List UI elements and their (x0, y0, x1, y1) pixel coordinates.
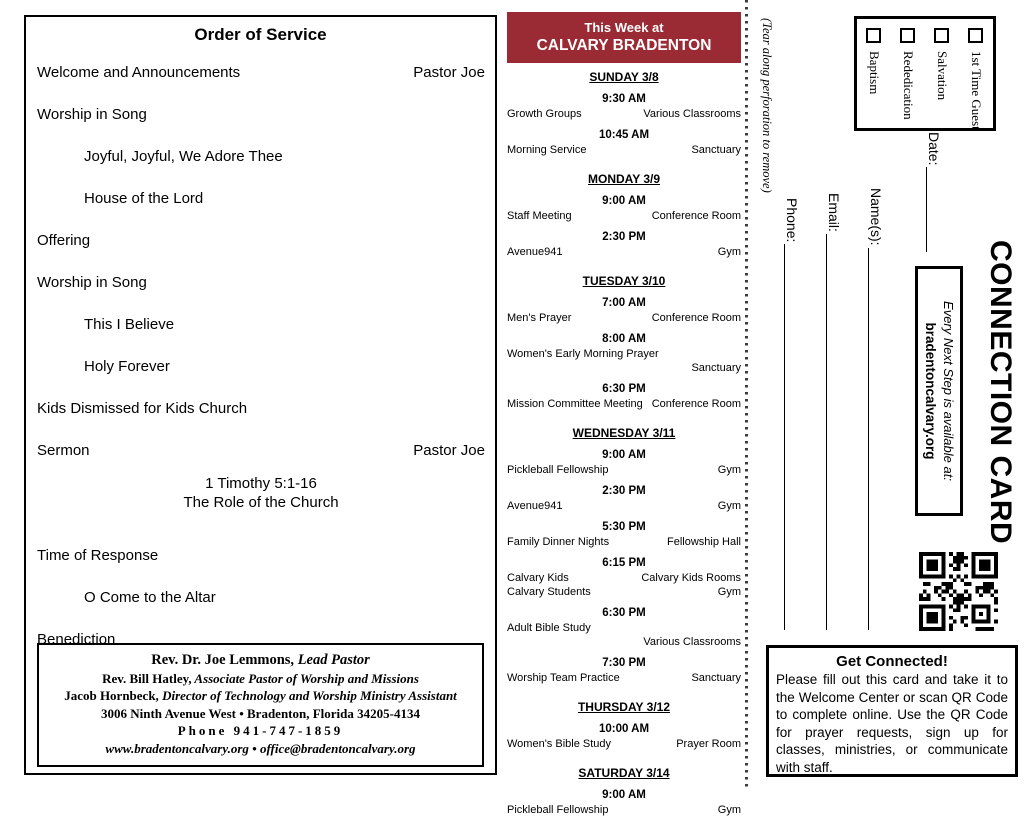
schedule-time: 2:30 PM (507, 231, 741, 244)
service-item (37, 63, 485, 82)
church-info-text: Phone 941-747-1859 (178, 723, 344, 738)
church-info-role: Lead Pastor (294, 652, 370, 668)
email-input-line[interactable] (826, 234, 829, 630)
church-info-line (43, 705, 478, 723)
next-step-line1: Every Next Step is available at: (939, 269, 957, 513)
schedule-day (507, 274, 741, 410)
schedule-row (507, 312, 741, 325)
schedule-time: 7:00 AM (507, 297, 741, 310)
schedule-time: 9:00 AM (507, 195, 741, 208)
church-info-line (43, 670, 478, 688)
event-name: Women's Bible Study (507, 738, 611, 751)
service-item-label: Welcome and Announcements (37, 63, 240, 82)
schedule-day (507, 426, 741, 684)
event-name: Family Dinner Nights (507, 536, 609, 549)
event-location: Conference Room (652, 398, 741, 411)
church-info-text: 3006 Ninth Avenue West • Bradenton, Florida 34205-4134 (101, 706, 420, 721)
schedule-time: 9:00 AM (507, 449, 741, 462)
weekly-schedule-header-line2: CALVARY BRADENTON (507, 36, 741, 55)
schedule-slot (507, 333, 741, 374)
service-item-label: O Come to the Altar (84, 588, 216, 607)
event-name: Calvary Kids (507, 572, 569, 585)
church-info-line (43, 722, 478, 740)
weekly-schedule-header-line1: This Week at (507, 19, 741, 36)
service-item (37, 357, 485, 376)
church-info-line (43, 740, 478, 758)
email-label: Email: (826, 193, 842, 232)
name-input-line[interactable] (868, 248, 871, 630)
event-location: Gym (718, 464, 741, 477)
next-step-info-box (915, 266, 963, 516)
phone-label: Phone: (784, 198, 800, 242)
event-name: Women's Early Morning Prayer (507, 348, 659, 361)
service-item (37, 588, 485, 607)
church-info-text: Jacob Hornbeck, (64, 688, 159, 703)
email-field[interactable] (826, 193, 842, 630)
event-location: Conference Room (652, 210, 741, 223)
date-label: Date: (926, 132, 942, 165)
schedule-day-label: MONDAY 3/9 (507, 172, 741, 186)
service-item (37, 441, 485, 460)
service-item (37, 493, 485, 512)
schedule-time: 10:00 AM (507, 723, 741, 736)
schedule-slot (507, 449, 741, 476)
schedule-time: 8:00 AM (507, 333, 741, 346)
schedule-row (507, 572, 741, 585)
service-item-label: This I Believe (84, 315, 174, 334)
schedule-time: 6:30 PM (507, 607, 741, 620)
qr-code (919, 552, 998, 631)
schedule-day-label: TUESDAY 3/10 (507, 274, 741, 288)
church-info-footer (37, 643, 484, 767)
checkbox[interactable] (867, 28, 882, 43)
schedule-day-label: SATURDAY 3/14 (507, 766, 741, 780)
church-info-line (43, 652, 478, 670)
service-item-label: House of the Lord (84, 189, 203, 208)
weekly-schedule-list (507, 70, 741, 816)
event-location: Various Classrooms (643, 108, 741, 121)
schedule-row (507, 500, 741, 513)
schedule-slot (507, 129, 741, 156)
event-location: Various Classrooms (643, 636, 741, 649)
service-item (37, 189, 485, 208)
schedule-time: 10:45 AM (507, 129, 741, 142)
get-connected-box (766, 645, 1018, 777)
church-info-role: Associate Pastor of Worship and Missions (192, 671, 419, 686)
connection-card-title: CONNECTION CARD (983, 240, 1017, 544)
weekly-schedule-panel (507, 12, 741, 816)
event-name: Avenue941 (507, 246, 562, 259)
schedule-time: 6:15 PM (507, 557, 741, 570)
schedule-day (507, 766, 741, 816)
phone-input-line[interactable] (784, 244, 787, 630)
next-step-website: bradentoncalvary.org (921, 269, 939, 513)
service-item (37, 147, 485, 166)
schedule-slot (507, 93, 741, 120)
schedule-slot (507, 521, 741, 548)
schedule-slot (507, 297, 741, 324)
checkbox-label: Rededication (900, 51, 916, 120)
schedule-day-label: SUNDAY 3/8 (507, 70, 741, 84)
service-item (37, 273, 485, 292)
schedule-row (507, 672, 741, 685)
checkbox[interactable] (901, 28, 916, 43)
event-location: Prayer Room (676, 738, 741, 751)
schedule-row (507, 108, 741, 121)
schedule-slot (507, 657, 741, 684)
schedule-slot (507, 383, 741, 410)
checkbox-label: Salvation (934, 51, 950, 100)
checkbox[interactable] (969, 28, 984, 43)
event-name: Pickleball Fellowship (507, 464, 609, 477)
schedule-day (507, 700, 741, 750)
schedule-slot (507, 789, 741, 816)
next-steps-checkbox-group (854, 16, 996, 131)
schedule-time: 6:30 PM (507, 383, 741, 396)
service-item-label: Holy Forever (84, 357, 170, 376)
schedule-slot (507, 195, 741, 222)
service-item-label: Sermon (37, 441, 90, 460)
event-name: Growth Groups (507, 108, 582, 121)
church-info-text: Rev. Dr. Joe Lemmons, (151, 652, 294, 668)
event-location: Sanctuary (691, 362, 741, 375)
service-item-list (26, 63, 495, 649)
event-location: Gym (718, 500, 741, 513)
event-name: Adult Bible Study (507, 622, 591, 635)
perforation-dotted-line (745, 0, 748, 791)
checkbox-option[interactable] (934, 28, 950, 126)
get-connected-title: Get Connected! (776, 652, 1008, 671)
checkbox-label: 1st Time Guest (968, 51, 984, 130)
event-name: Morning Service (507, 144, 586, 157)
schedule-row (507, 246, 741, 259)
event-name: Men's Prayer (507, 312, 571, 325)
event-name: Pickleball Fellowship (507, 804, 609, 816)
schedule-row (507, 362, 741, 375)
event-location: Gym (718, 586, 741, 599)
schedule-time: 5:30 PM (507, 521, 741, 534)
schedule-day-label: WEDNESDAY 3/11 (507, 426, 741, 440)
service-item (37, 315, 485, 334)
event-name: Avenue941 (507, 500, 562, 513)
schedule-day-label: THURSDAY 3/12 (507, 700, 741, 714)
event-location: Calvary Kids Rooms (641, 572, 741, 585)
service-item-label: Kids Dismissed for Kids Church (37, 399, 247, 418)
schedule-row (507, 622, 741, 635)
order-of-service-title: Order of Service (26, 24, 495, 46)
schedule-day (507, 172, 741, 258)
schedule-slot (507, 723, 741, 750)
schedule-row (507, 804, 741, 816)
church-info-text: Rev. Bill Hatley, (102, 671, 192, 686)
service-item-label: 1 Timothy 5:1-16 (205, 475, 317, 492)
schedule-time: 7:30 PM (507, 657, 741, 670)
schedule-slot (507, 607, 741, 648)
checkbox-label: Baptism (866, 51, 882, 94)
order-of-service-panel (24, 15, 497, 775)
checkbox[interactable] (935, 28, 950, 43)
service-item (37, 546, 485, 565)
service-item-presenter: Pastor Joe (413, 63, 485, 82)
schedule-slot (507, 557, 741, 598)
date-input-line[interactable] (926, 167, 929, 252)
event-name: Calvary Students (507, 586, 591, 599)
weekly-schedule-header (507, 12, 741, 63)
event-location: Conference Room (652, 312, 741, 325)
service-item (37, 399, 485, 418)
schedule-slot (507, 231, 741, 258)
schedule-time: 9:00 AM (507, 789, 741, 802)
event-location: Gym (718, 804, 741, 816)
schedule-time: 2:30 PM (507, 485, 741, 498)
service-item-label: Time of Response (37, 546, 158, 565)
schedule-row (507, 210, 741, 223)
checkbox-option[interactable] (866, 28, 882, 126)
church-info-text: www.bradentoncalvary.org • office@bradentoncalvary.org (105, 741, 415, 756)
service-item-label: Joyful, Joyful, We Adore Thee (84, 147, 283, 166)
service-item-label: Worship in Song (37, 105, 147, 124)
schedule-row (507, 536, 741, 549)
church-info-role: Director of Technology and Worship Ministry Assistant (159, 688, 457, 703)
event-name: Worship Team Practice (507, 672, 620, 685)
event-location: Sanctuary (691, 672, 741, 685)
service-item-label: The Role of the Church (183, 494, 338, 511)
event-name: Mission Committee Meeting (507, 398, 643, 411)
schedule-row (507, 738, 741, 751)
service-item-label: Worship in Song (37, 273, 147, 292)
schedule-row (507, 398, 741, 411)
service-item (37, 474, 485, 493)
checkbox-option[interactable] (900, 28, 916, 126)
service-item-presenter: Pastor Joe (413, 441, 485, 460)
service-item-label: Benediction (37, 630, 115, 649)
event-location: Sanctuary (691, 144, 741, 157)
schedule-row (507, 144, 741, 157)
schedule-row (507, 586, 741, 599)
schedule-time: 9:30 AM (507, 93, 741, 106)
church-info-line (43, 687, 478, 705)
checkbox-option[interactable] (968, 28, 984, 126)
schedule-row (507, 636, 741, 649)
get-connected-body: Please fill out this card and take it to the Welcome Center or scan QR Code to complete online. Use the QR Code for prayer requests, sign up for classes, ministries, or communicate with staff. (776, 671, 1008, 776)
phone-field[interactable] (784, 198, 800, 630)
date-field[interactable] (926, 132, 942, 252)
name-field[interactable] (868, 188, 884, 630)
schedule-slot (507, 485, 741, 512)
schedule-day (507, 70, 741, 156)
service-item (37, 231, 485, 250)
tear-note: (Tear along perforation to remove) (759, 18, 774, 193)
service-item (37, 105, 485, 124)
schedule-row (507, 348, 741, 361)
name-label: Name(s): (868, 188, 884, 246)
event-location: Gym (718, 246, 741, 259)
service-item-label: Offering (37, 231, 90, 250)
event-location: Fellowship Hall (667, 536, 741, 549)
event-name: Staff Meeting (507, 210, 572, 223)
schedule-row (507, 464, 741, 477)
